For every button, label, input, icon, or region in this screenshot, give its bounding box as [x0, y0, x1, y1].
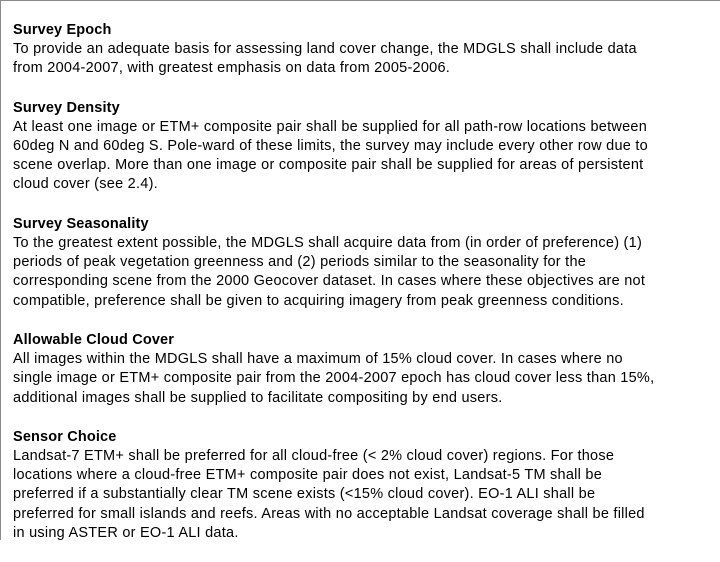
body-line: At least one image or ETM+ composite pair shall be supplied for all path-row locations between [13, 118, 648, 135]
document-content [13, 20, 713, 562]
body-line: cloud cover (see 2.4). [13, 176, 158, 193]
section-heading: Survey Epoch [13, 22, 112, 38]
body-line: periods of peak vegetation greenness and (2) periods similar to the seasonality for the [13, 254, 587, 271]
body-line: Landsat-7 ETM+ shall be preferred for all cloud-free (< 2% cloud cover) regions. For those [13, 447, 615, 464]
body-line: To provide an adequate basis for assessing land cover change, the MDGLS shall include data [13, 41, 637, 57]
section-survey-seasonality [13, 214, 713, 311]
body-line: scene overlap. More than one image or composite pair shall be supplied for areas of persistent [13, 157, 644, 174]
body-line: from 2004-2007, with greatest emphasis on data from 2005-2006. [13, 60, 451, 77]
section-sensor-choice [13, 427, 713, 543]
body-line: preferred for small islands and reefs. Areas with no acceptable Landsat coverage shall be filled [13, 505, 645, 522]
body-line: in using ASTER or EO-1 ALI data. [13, 525, 239, 542]
body-line: additional images shall be supplied to facilitate compositing by end users. [13, 389, 503, 406]
body-line: single image or ETM+ composite pair from the 2004-2007 epoch has cloud cover less than 15%, [13, 370, 655, 387]
body-line: To the greatest extent possible, the MDGLS shall acquire data from (in order of preference) (1) [13, 234, 643, 251]
section-heading: Survey Seasonality [13, 215, 149, 232]
section-survey-density [13, 98, 713, 195]
section-body [13, 350, 713, 408]
body-line: locations where a cloud-free ETM+ composite pair does not exist, Landsat-5 TM shall be [13, 467, 603, 484]
body-line: compatible, preference shall be given to acquiring imagery from peak greenness conditions. [13, 292, 624, 309]
body-line: preferred if a substantially clear TM scene exists (<15% cloud cover). EO-1 ALI shall be [13, 486, 596, 503]
section-heading: Survey Density [13, 99, 120, 116]
section-body [13, 40, 713, 79]
section-body [13, 447, 713, 543]
section-survey-epoch [13, 20, 713, 79]
body-line: All images within the MDGLS shall have a maximum of 15% cloud cover. In cases where no [13, 350, 623, 367]
body-line: corresponding scene from the 2000 Geocover dataset. In cases where these objectives are not [13, 273, 646, 290]
section-heading: Sensor Choice [13, 428, 117, 445]
body-line: 60deg N and 60deg S. Pole-ward of these limits, the survey may include every other row due to [13, 137, 648, 154]
section-allowable-cloud-cover [13, 330, 713, 408]
section-body [13, 234, 713, 311]
section-body [13, 118, 713, 195]
section-heading: Allowable Cloud Cover [13, 331, 175, 348]
